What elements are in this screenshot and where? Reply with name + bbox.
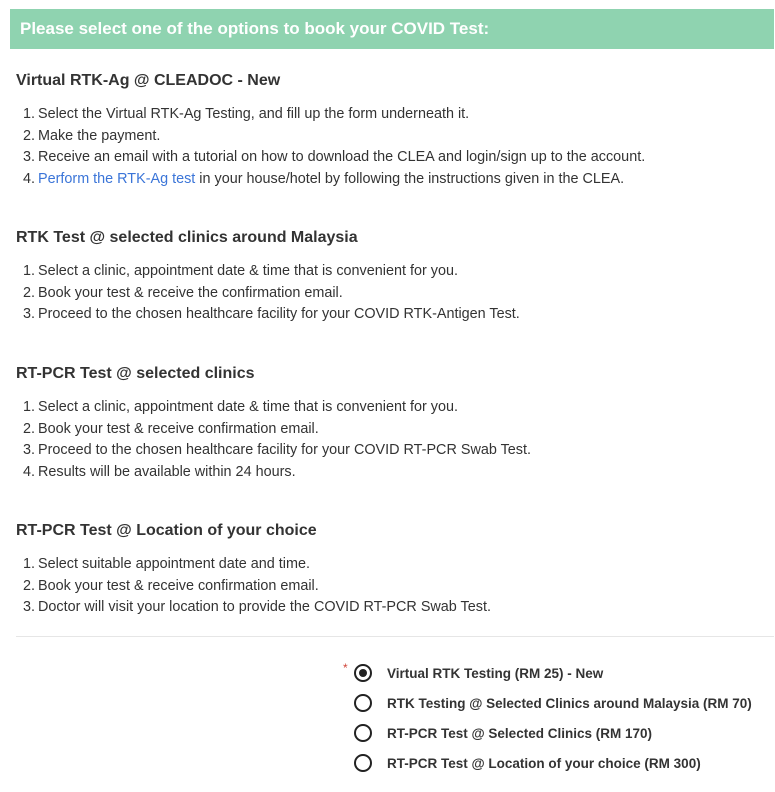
step-item: 2. Book your test & receive the confirmation email.	[23, 284, 343, 301]
section-rtpcr-clinics	[16, 364, 756, 483]
step-item: 2. Make the payment.	[23, 127, 161, 144]
banner-title: Please select one of the options to book your COVID Test:	[20, 19, 490, 38]
step-item: 1. Select a clinic, appointment date & time that is convenient for you.	[23, 399, 458, 415]
step-item: 3. Doctor will visit your location to provide the COVID RT-PCR Swab Test.	[23, 599, 491, 615]
step-item: 3. Proceed to the chosen healthcare facility for your COVID RTK-Antigen Test.	[23, 306, 520, 322]
section-title: RT-PCR Test @ Location of your choice	[16, 522, 317, 539]
section-title: RTK Test @ selected clinics around Malaysia	[16, 229, 358, 246]
section-title: Virtual RTK-Ag @ CLEADOC - New	[16, 72, 281, 89]
radio-button[interactable]	[354, 724, 372, 742]
step-item: 3. Proceed to the chosen healthcare facility for your COVID RT-PCR Swab Test.	[23, 442, 531, 458]
steps-list	[16, 104, 756, 190]
step-item: 4. Perform the RTK-Ag test in your house/hotel by following the instructions given in the CLEA.	[23, 170, 625, 187]
option-label[interactable]: RT-PCR Test @ Selected Clinics (RM 170)	[387, 725, 652, 741]
step-item: 1. Select suitable appointment date and time.	[23, 556, 310, 572]
step-item: 2. Book your test & receive confirmation email.	[23, 577, 319, 594]
option-label[interactable]: RTK Testing @ Selected Clinics around Malaysia (RM 70)	[387, 695, 752, 711]
step-item: 1. Select a clinic, appointment date & time that is convenient for you.	[23, 263, 458, 279]
section-virtual-rtk	[16, 71, 756, 190]
step-item: 3. Receive an email with a tutorial on how to download the CLEA and login/sign up to the account.	[23, 149, 646, 165]
steps-list	[16, 554, 756, 619]
option-label[interactable]: Virtual RTK Testing (RM 25) - New	[387, 665, 604, 681]
radio-button[interactable]	[354, 694, 372, 712]
section-rtpcr-location	[16, 521, 756, 619]
divider	[16, 636, 774, 637]
steps-list	[16, 261, 756, 326]
required-marker: *	[343, 661, 348, 675]
step-item: 1. Select the Virtual RTK-Ag Testing, and fill up the form underneath it.	[23, 106, 470, 122]
step-item: 2. Book your test & receive confirmation email.	[23, 420, 319, 437]
steps-list	[16, 397, 756, 483]
section-title: RT-PCR Test @ selected clinics	[16, 365, 255, 382]
section-rtk-clinics	[16, 228, 756, 326]
radio-button[interactable]	[354, 754, 372, 772]
option-label[interactable]: RT-PCR Test @ Location of your choice (RM 300)	[387, 755, 701, 771]
radio-button-selected[interactable]	[354, 664, 372, 682]
step-item: 4. Results will be available within 24 hours.	[23, 463, 296, 480]
perform-rtk-test-link[interactable]: Perform the RTK-Ag test	[38, 170, 196, 187]
page-banner	[10, 9, 774, 49]
